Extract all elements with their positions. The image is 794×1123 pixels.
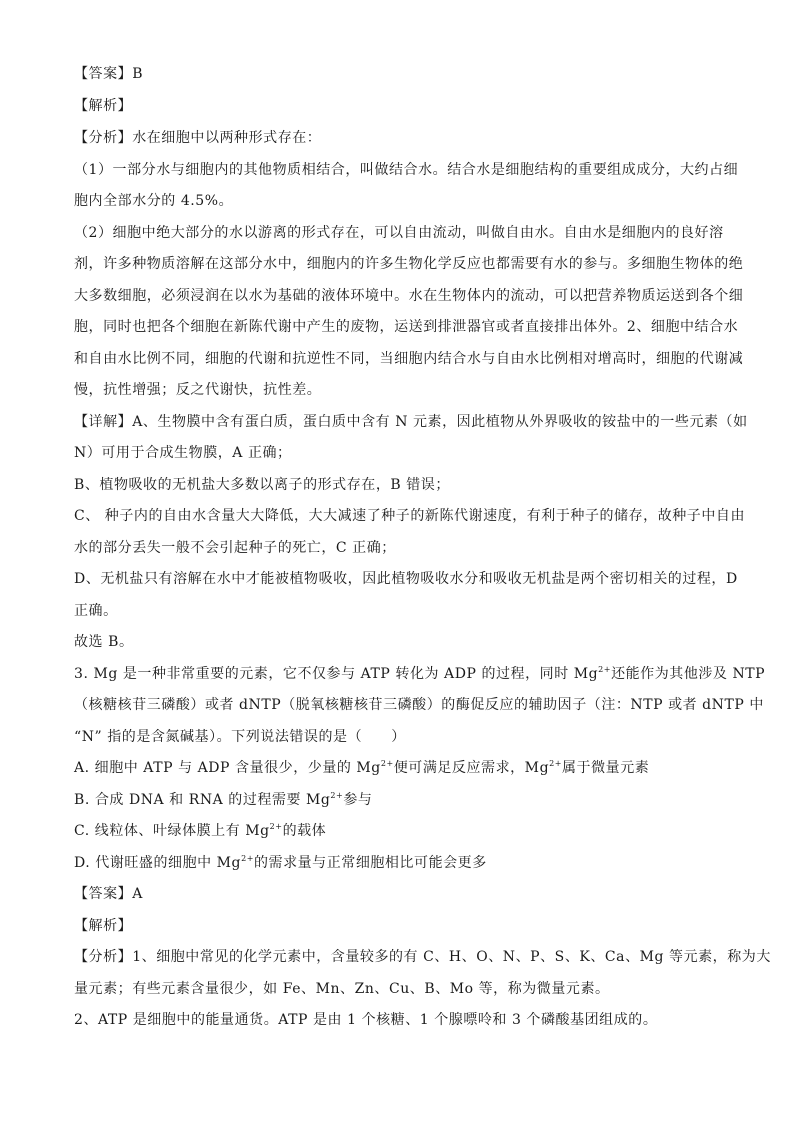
detail-line: 【详解】A、生物膜中含有蛋白质，蛋白质中含有 N 元素，因此植物从外界吸收的铵盐中的一些元素（如 [74, 414, 748, 430]
option-text: A. 细胞中 ATP 与 ADP 含量很少，少量的 Mg [74, 760, 381, 776]
detail-line: 水的部分丢失一般不会引起种子的死亡，C 正确； [74, 540, 396, 556]
option-d [74, 853, 720, 873]
paragraph-line: 大多数细胞，必须浸润在以水为基础的液体环境中。水在生物体内的流动，可以把营养物质运送到各个细 [74, 288, 744, 304]
option-c [74, 821, 720, 841]
option-text: C. 线粒体、叶绿体膜上有 Mg [74, 823, 270, 839]
detail-line: B、植物吸收的无机盐大多数以离子的形式存在，B 错误； [74, 477, 450, 493]
analysis-line: 【分析】1、细胞中常见的化学元素中，含量较多的有 C、H、O、N、P、S、K、Ca、Mg 等元素，称为大 [74, 949, 771, 965]
question-text: 还能作为其他涉及 NTP [611, 666, 766, 682]
ion-superscript: 2+ [380, 759, 394, 768]
option-a [74, 758, 720, 778]
question-3-line [74, 664, 766, 684]
ion-superscript: 2+ [549, 759, 562, 768]
paragraph-line: （2）细胞中绝大部分的水以游离的形式存在，可以自由流动，叫做自由水。自由水是细胞内的良好溶 [74, 225, 724, 241]
option-text: 属于微量元素 [562, 760, 650, 776]
ion-superscript: 2+ [241, 854, 254, 863]
detail-line: N）可用于合成生物膜，A 正确； [74, 445, 292, 461]
ion-superscript: 2+ [269, 822, 283, 831]
answer-label: 【答案】A [74, 886, 143, 902]
paragraph-line: 和自由水比例不同，细胞的代谢和抗逆性不同，当细胞内结合水与自由水比例相对增高时，细胞的代谢减 [74, 351, 744, 367]
option-text: B. 合成 DNA 和 RNA 的过程需要 Mg [74, 792, 331, 808]
option-text: D. 代谢旺盛的细胞中 Mg [74, 855, 242, 871]
analysis-intro: 【分析】水在细胞中以两种形式存在： [74, 130, 322, 146]
option-text: 的载体 [282, 823, 327, 839]
detail-line: C、 种子内的自由水含量大大降低，大大减速了种子的新陈代谢速度，有利于种子的储存，故种子中自由 [74, 508, 746, 524]
paragraph-line: 慢，抗性增强；反之代谢快，抗性差。 [74, 382, 322, 398]
option-b [74, 790, 720, 810]
analysis-line: 量元素；有些元素含量很少，如 Fe、Mn、Zn、Cu、B、Mo 等，称为微量元素。 [74, 981, 610, 997]
question-3-line: “N” 指的是含氮碱基）。下列说法错误的是（ ） [74, 729, 406, 745]
paragraph-line: （1）一部分水与细胞内的其他物质相结合，叫做结合水。结合水是细胞结构的重要组成成分，大约占细 [74, 162, 739, 178]
option-text: 参与 [343, 792, 373, 808]
option-text: 的需求量与正常细胞相比可能会更多 [253, 855, 487, 871]
paragraph-line: 剂，许多种物质溶解在这部分水中，细胞内的许多生物化学反应也都需要有水的参与。多细胞生物体的绝 [74, 256, 744, 272]
question-3-line: （核糖核苷三磷酸）或者 dNTP（脱氧核糖核苷三磷酸）的酶促反应的辅助因子（注：NTP 或者 dNTP 中 [74, 697, 764, 713]
analysis-line: 2、ATP 是细胞中的能量通货。ATP 是由 1 个核糖、1 个腺嘌呤和 3 个磷酸基团组成的。 [74, 1012, 658, 1028]
analysis-label: 【解析】 [74, 918, 133, 934]
detail-line: 正确。 [74, 603, 118, 619]
detail-line: D、无机盐只有溶解在水中才能被植物吸收，因此植物吸收水分和吸收无机盐是两个密切相关的过程，D [74, 571, 738, 587]
ion-superscript: 2+ [598, 665, 612, 674]
question-text: 3. Mg 是一种非常重要的元素，它不仅参与 ATP 转化为 ADP 的过程，同时 Mg [74, 666, 599, 682]
paragraph-line: 胞内全部水分的 4.5%。 [74, 193, 234, 209]
choose-line: 故选 B。 [74, 634, 134, 650]
analysis-label: 【解析】 [74, 98, 133, 114]
option-text: 便可满足反应需求，Mg [393, 760, 550, 776]
ion-superscript: 2+ [330, 791, 344, 800]
answer-label: 【答案】B [74, 66, 144, 82]
paragraph-line: 胞，同时也把各个细胞在新陈代谢中产生的废物，运送到排泄器官或者直接排出体外。2、细胞中结合水 [74, 319, 739, 335]
